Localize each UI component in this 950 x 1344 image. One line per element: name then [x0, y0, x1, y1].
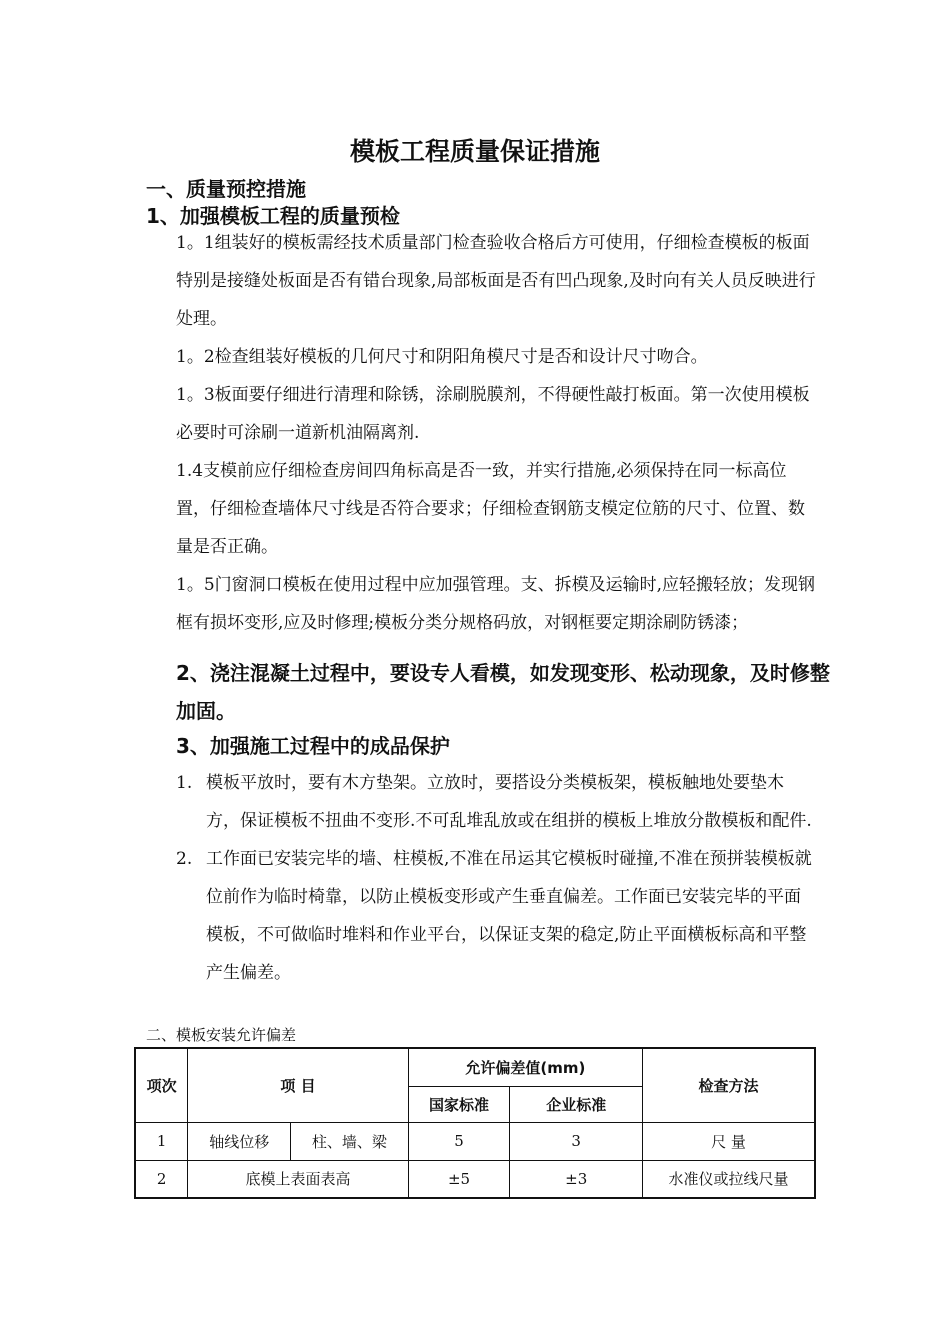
cell-enterprise: 3	[510, 1122, 643, 1160]
cell-method: 尺 量	[643, 1122, 816, 1160]
paragraph-1-1: 1。1组装好的模板需经技术质量部门检查验收合格后方可使用，仔细检查模板的板面特别是接缝处板面是否有错台现象,局部板面是否有凹凸现象,及时向有关人员反映进行处理。	[176, 233, 816, 329]
cell-item-b: 柱、墙、梁	[291, 1122, 409, 1160]
sub3-heading: 3、加强施工过程中的成品保护	[176, 734, 450, 758]
list-text: 工作面已安装完毕的墙、柱模板,不准在吊运其它模板时碰撞,不准在预拼装模板就位前作为临时椅靠，以防止模板变形或产生垂直偏差。工作面已安装完毕的平面模板，不可做临时堆料和作业平台，以保证支架的稳定,防止平面横板标高和平整产生偏差。	[206, 849, 812, 983]
tolerance-table	[134, 1047, 816, 1199]
list-item	[176, 840, 816, 992]
cell-method: 水准仪或拉线尺量	[643, 1160, 816, 1198]
cell-item: 底模上表面表高	[188, 1160, 408, 1198]
cell-enterprise: ±3	[510, 1160, 643, 1198]
cell-item-a: 轴线位移	[188, 1122, 291, 1160]
paragraph-1-2: 1。2检查组装好模板的几何尺寸和阴阳角模尺寸是否和设计尺寸吻合。	[176, 347, 708, 367]
header-enterprise: 企业标准	[510, 1086, 643, 1122]
protection-list	[176, 764, 816, 992]
paragraph-1-4: 1.4支模前应仔细检查房间四角标高是否一致，并实行措施,必须保持在同一标高位置，仔细检查墙体尺寸线是否符合要求；仔细检查钢筋支模定位筋的尺寸、位置、数量是否正确。	[176, 461, 805, 557]
list-number: 2.	[176, 849, 193, 869]
sub2-heading: 2、浇注混凝土过程中，要设专人看模，如发现变形、松动现象，及时修整加固。	[176, 661, 830, 723]
paragraph-1-5: 1。5门窗洞口模板在使用过程中应加强管理。支、拆模及运输时,应轻搬轻放；发现钢框有损坏变形,应及时修理;模板分类分规格码放，对钢框要定期涂刷防锈漆；	[176, 575, 816, 633]
cell-no: 1	[135, 1122, 188, 1160]
section1-heading: 一、质量预控措施	[146, 177, 306, 201]
paragraph-1-3: 1。3板面要仔细进行清理和除锈，涂刷脱膜剂，不得硬性敲打板面。第一次使用模板必要时可涂刷一道新机油隔离剂.	[176, 385, 810, 443]
cell-national: 5	[408, 1122, 510, 1160]
list-text: 模板平放时，要有木方垫架。立放时，要搭设分类模板架，模板触地处要垫木方，保证模板不扭曲不变形.不可乱堆乱放或在组拼的模板上堆放分散模板和配件.	[206, 773, 812, 831]
header-method: 检查方法	[643, 1048, 816, 1122]
header-deviation: 允许偏差值(mm)	[408, 1048, 642, 1086]
sub1-heading: 1、加强模板工程的质量预检	[146, 204, 400, 228]
page-title: 模板工程质量保证措施	[349, 137, 600, 166]
header-national: 国家标准	[408, 1086, 510, 1122]
cell-no: 2	[135, 1160, 188, 1198]
header-no: 项次	[135, 1048, 188, 1122]
header-item: 项 目	[188, 1048, 408, 1122]
list-number: 1.	[176, 773, 193, 793]
table-row	[135, 1160, 815, 1198]
section2-heading: 二、模板安装允许偏差	[146, 1026, 297, 1044]
table-row	[135, 1122, 815, 1160]
cell-national: ±5	[408, 1160, 510, 1198]
list-item	[176, 764, 816, 840]
precheck-paragraphs	[176, 224, 816, 642]
